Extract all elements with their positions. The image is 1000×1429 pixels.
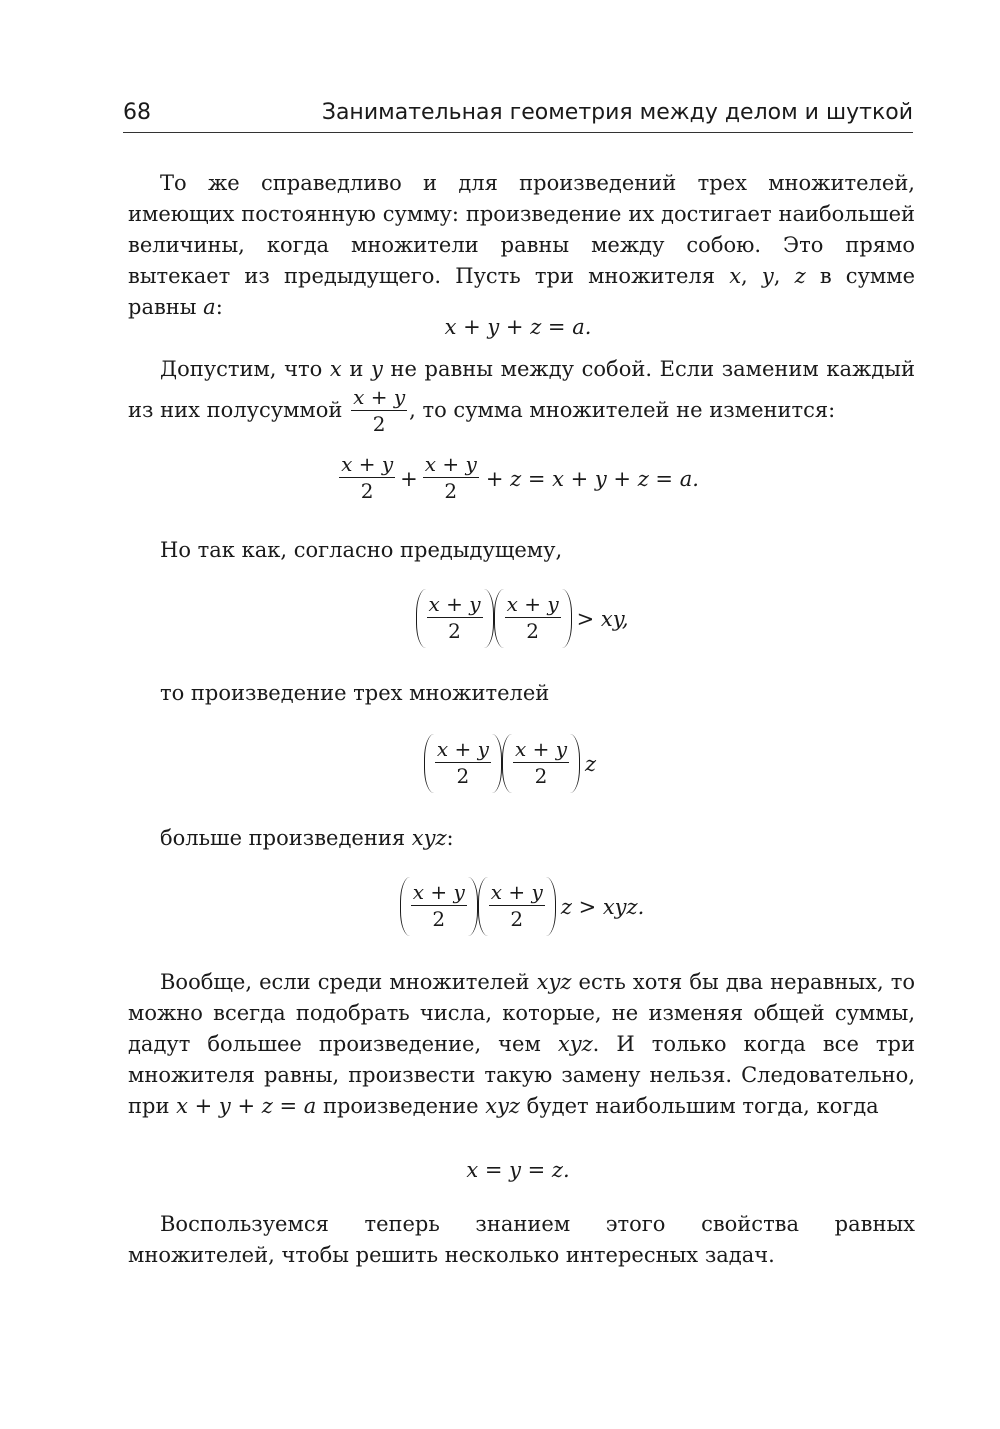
- running-title: Занимательная геометрия между делом и шуткой: [321, 100, 913, 125]
- fraction: $\frac{x + y}{2}$: [436, 737, 489, 788]
- equation-product: $\frac{x + y}{2}$ $\frac{x + y}{2}$ z: [10, 737, 1000, 790]
- paragraph-1: То же справедливо и для произведений трех множителей, имеющих постоянную сумму: произведение их достигает наибольшей величины, когда множители равны между собою. Это прямо вытекает из предыдущего. Пусть три множителя x, y, z в сумме равны a:: [128, 171, 916, 319]
- paragraph-7: Воспользуемся теперь знанием этого свойства равных множителей, чтобы решить несколько интересных задач.: [128, 1212, 915, 1267]
- fraction: $\frac{x + y}{2}$: [424, 452, 477, 503]
- fraction: $\frac{x + y}{2}$: [514, 737, 568, 788]
- equation-inequality-xyz: $\frac{x + y}{2}$ $\frac{x + y}{2}$ z > xyz.: [22, 880, 1000, 933]
- equation-half-sums: $\frac{x + y}{2}$ + $\frac{x + y}{2}$ + z = x + y + z = a.: [341, 452, 699, 503]
- paragraph-5: больше произведения xyz:: [160, 826, 454, 850]
- paragraph-4: то произведение трех множителей: [160, 681, 550, 705]
- fraction: $\frac{x + y}{2}$: [490, 880, 543, 931]
- half-sum-fraction: $\frac{x + y}{2}$: [353, 385, 406, 436]
- page-number: 68: [123, 100, 151, 125]
- equation-sum: x + y + z = a.: [444, 315, 592, 339]
- paragraph-6: Вообще, если среди множителей xyz есть хотя бы два неравных, то можно всегда подобрать числа, которые, не изменяя общей суммы, дадут большее произведение, чем xyz. И только когда все три множителя равны, произвести такую замену нельзя. Следовательно, при x + y + z = a произведение xyz будет наибольшим тогда, когда: [128, 970, 915, 1118]
- fraction: $\frac{x + y}{2}$: [506, 592, 559, 643]
- fraction: $\frac{x + y}{2}$: [341, 452, 394, 503]
- fraction: $\frac{x + y}{2}$: [428, 592, 481, 643]
- fraction: $\frac{x + y}{2}$: [412, 880, 465, 931]
- paragraph-3: Но так как, согласно предыдущему,: [160, 538, 563, 562]
- equation-inequality-xy: $\frac{x + y}{2}$ $\frac{x + y}{2}$ > xy,: [22, 592, 1000, 645]
- running-header: [123, 98, 913, 133]
- paragraph-2: Допустим, что x и y не равны между собой. Если заменим каждый из них полусуммой $\frac{x + y}{2}$ , то сумма множителей не изменится:: [128, 357, 915, 436]
- equation-equal: x = y = z.: [466, 1158, 570, 1182]
